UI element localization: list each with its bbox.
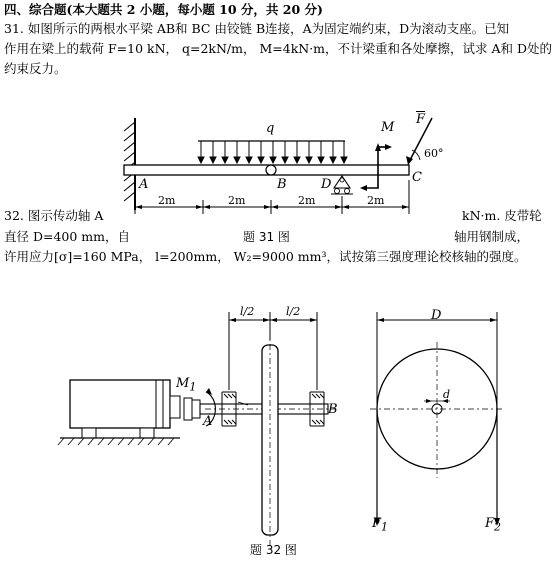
q32-line2-right: 轴用钢制成， bbox=[454, 229, 530, 244]
fig31-dim-1: 2m bbox=[158, 194, 176, 207]
fig31-label-F: $\overline{F}$ bbox=[416, 112, 426, 127]
fig31-label-B: B bbox=[277, 177, 287, 192]
q31-line1: 31. 如图所示的两根水平梁 AB和 BC 由铰链 B连接，A为固定端约束，D为滚动支座。已知 bbox=[4, 21, 510, 36]
fig31-dim-4: 2m bbox=[367, 194, 385, 207]
q31-line2: 作用在梁上的载荷 F=10 kN， q=2kN/m， M=4kN·m，不计梁重和各处摩擦，试求 A和 D处的 bbox=[4, 41, 553, 56]
section-title: 四、综合题(本大题共 2 小题，每小题 10 分，共 20 分) bbox=[4, 2, 323, 17]
fig32-label-D: D bbox=[431, 308, 442, 323]
q31-line3: 约束反力。 bbox=[4, 61, 67, 76]
fig32-label-F2: $F_2$ bbox=[485, 516, 502, 534]
fig31-label-A: A bbox=[139, 177, 149, 192]
fig31-label-D: D bbox=[321, 177, 332, 192]
fig32-label-B: B bbox=[328, 402, 338, 417]
fig31-dim-2: 2m bbox=[228, 194, 246, 207]
q32-line1-left: 32. 图示传动轴 A bbox=[4, 208, 104, 223]
fig31-label-C: C bbox=[412, 170, 422, 185]
fig31-label-angle: 60° bbox=[424, 147, 444, 160]
fig32-label-M1: $M_1$ bbox=[176, 376, 197, 394]
fig32-label-F1: $F_1$ bbox=[372, 516, 389, 534]
fig31-caption: 题 31 图 bbox=[243, 230, 290, 244]
fig32-label-A: A bbox=[203, 414, 213, 429]
fig32-label-half1: l/2 bbox=[240, 305, 255, 318]
fig31-dim-3: 2m bbox=[298, 194, 316, 207]
fig31-label-q: q bbox=[266, 121, 275, 136]
fig32-label-d: d bbox=[443, 388, 451, 401]
fig31-label-M: M bbox=[381, 120, 395, 135]
fig32-label-half2: l/2 bbox=[286, 305, 301, 318]
q32-line1-right: kN·m. 皮带轮 bbox=[462, 208, 542, 223]
q32-line2-left: 直径 D=400 mm，自 bbox=[4, 229, 131, 244]
fig32-caption: 题 32 图 bbox=[250, 543, 297, 557]
q32-line3: 许用应力[σ]=160 MPa， l=200mm， W₂=9000 mm³，试按第三强度理论校核轴的强度。 bbox=[4, 249, 527, 264]
